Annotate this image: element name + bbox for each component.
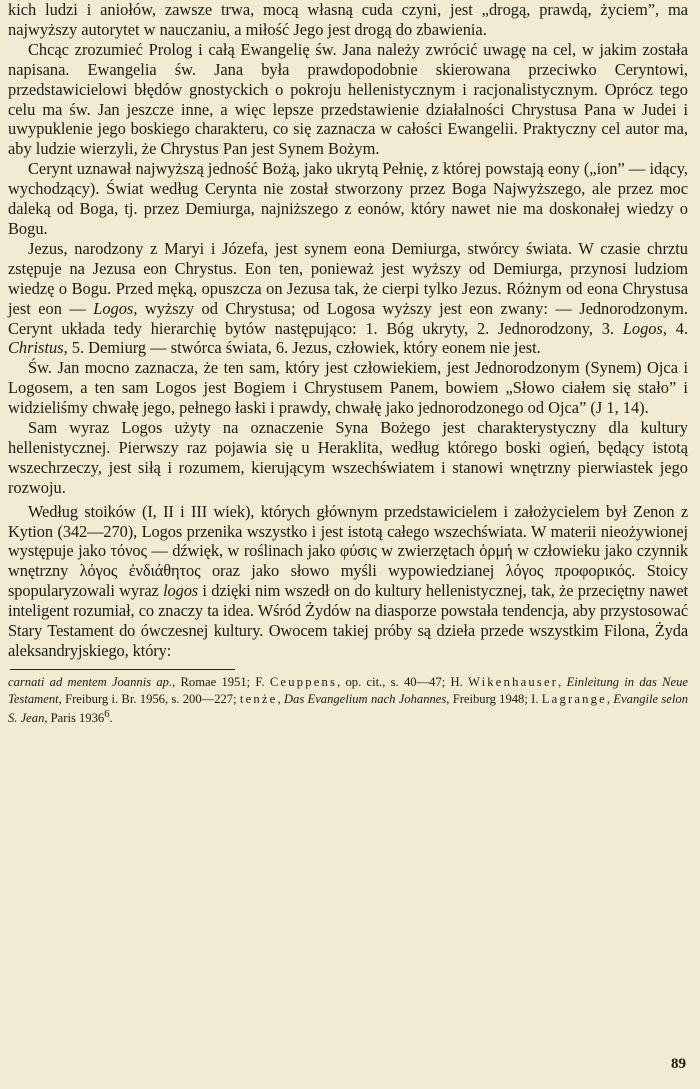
text-segment: , wyższy od Chrystusa; od Logosa wyższy jest eon zwany: — Jednorodzonym. Cerynt układa tedy hierarchię bytów następująco: 1. Bóg ukryty, 2. Jednorodzony, 3. [8, 298, 688, 338]
paragraph-continuation: kich ludzi i aniołów, zawsze trwa, mocą własną cuda czyni, jest „drogą, prawdą, życiem”, ma najwyższy autorytet w nauczaniu, a miłość Jego jest drogą do zbawienia. [8, 0, 688, 39]
text-segment: — dźwięk, w roślinach jako [146, 541, 340, 561]
footnote [8, 674, 688, 727]
greek-term-physis: φύσις [339, 541, 377, 561]
author-name: tenże [239, 691, 278, 706]
book-title: Evangile selon S. Jean [8, 691, 688, 726]
greek-term-tonos: τόνος [110, 541, 147, 561]
main-text [8, 0, 688, 661]
paragraph-cerynt-eons: Cerynt uznawał najwyższą jedność Bożą, jako ukrytą Pełnię, z której powstają eony („ion” — idący, wychodzący). Świat według Cerynta nie został stworzony przez Boga Najwyższego, ale przez moc daleką od Boga, tj. przez Demiurga, najniższego z eonów, który nawet nie ma doskonałej wiedzy o Bogu. [8, 159, 688, 238]
author-name: Wikenhauser [468, 674, 559, 689]
text-segment: . Stoicy spopularyzowali wyraz [8, 561, 688, 601]
paragraph-prolog-purpose: Chcąc zrozumieć Prolog i całą Ewangelię św. Jana należy zwrócić uwagę na cel, w jakim została napisana. Ewangelia św. Jana była prawdopodobnie skierowana przeciwko Ceryntowi, przedstawicielowi błędów gnostyckich o pokroju hellenistycznym i racjonalistycznym. Oprócz tego celu ma św. Jan jeszcze inne, a więc lepsze przedstawienie działalności Chrystusa Pana w Judei i uwypuklenie jego boskiego charakteru, co się zaznacza w całości Ewangelii. Praktyczny cel autor ma, aby ludzie wierzyli, że Chrystus Pan jest Synem Bożym. [8, 39, 688, 159]
edition-superscript: 6 [104, 709, 110, 721]
book-title: Das Evangelium nach Johannes [283, 691, 447, 706]
footnote-segment: , op. cit., s. 40—47; H. [337, 674, 469, 689]
paragraph-st-john-emphasis: Św. Jan mocno zaznacza, że ten sam, który jest człowiekiem, jest Jednorodzonym (Synem) Ojca i Logosem, a ten sam Logos jest Bogiem i Chrystusem Panem, bowiem „Słowo ciałem się stało” i widzieliśmy chwałę jego, pełnego łaski i prawdy, chwałę jako jednorodzonego od Ojca” (J 1, 14). [8, 358, 688, 418]
footnote-segment: . [109, 711, 113, 726]
text-segment: i dzięki nim wszedł on do kultury hellenistycznej, tak, że przeciętny nawet inteligent rozumiał, co znaczy ta idea. Wśród Żydów na diasporze powstała tendencja, aby przystosować Stary Testament do ówczesnej kultury. Owocem takiej próby są dzieła przede wszystkim Filona, Żyda aleksandryjskiego, który: [8, 581, 688, 660]
paragraph-stoics [8, 502, 688, 661]
book-title: Einleitung in das Neue Testament [8, 674, 688, 706]
author-name: Lagrange [541, 691, 607, 706]
greek-term-logos-endiathetos: λόγος ἐνδιάθητος [79, 561, 201, 581]
italic-term-christus: Christus [8, 338, 64, 358]
footnote-segment: , Romae 1951; F. [172, 674, 270, 689]
greek-term-horme: ὁρμή [479, 541, 513, 561]
text-segment: , 5. Demiurg — stwórca świata, 6. Jezus, człowiek, który eonem nie jest. [63, 338, 541, 358]
footnote-segment: , [558, 674, 567, 689]
text-segment: w zwierzętach [376, 541, 480, 561]
author-name: Ceuppens [269, 674, 338, 689]
footnote-segment: , Freiburg i. Br. 1956, s. 200—227; [58, 691, 240, 706]
footnote-segment: carnati ad mentem Joannis ap. [8, 674, 173, 689]
text-segment: oraz jako słowo myśli wypowiedzianej [200, 561, 506, 581]
footnote-segment: , Freiburg 1948; I. [446, 691, 542, 706]
footnote-segment: , [277, 691, 284, 706]
text-segment: Według stoików (I, II i III wiek), których głównym przedstawicielem i założycielem był Zenon z Kytion (342—270), Logos przenika wszystko i jest istotą całego wszechświata. W materii nieożywionej występuje jako [8, 501, 688, 561]
italic-term-logos: Logos [622, 318, 663, 338]
paragraph-logos-hellenistic: Sam wyraz Logos użyty na oznaczenie Syna Bożego jest charakterystyczny dla kultury hellenistycznej. Pierwszy raz pojawia się u Heraklita, według którego boski ogień, będący istotą wszechrzeczy, jest siłą i rozumem, kierującym wszechświatem i stanowi wnętrzny pierwiastek jego rozwoju. [8, 418, 688, 497]
text-segment: Jezus, narodzony z Maryi i Józefa, jest synem eona Demiurga, stwórcy świata. W czasie chrztu zstępuje na Jezusa eon Chrystus. Eon ten, ponieważ jest wyższy od Demiurga, przynosi ludziom wiedzę o Bogu. Przed męką, opuszcza on Jezusa tak, że cierpi tylko Jezus. Różnym od eona Chrystusa jest eon — [8, 238, 688, 318]
text-segment: , 4. [662, 318, 688, 338]
page-number: 89 [671, 1056, 686, 1072]
greek-term-logos-prophorikos: λόγος προφορικός [505, 561, 632, 581]
footnote-segment: , [606, 691, 614, 706]
italic-term-logos: Logos [93, 298, 134, 318]
text-segment: w człowieku jako czynnik wnętrzny [8, 541, 688, 581]
italic-term-logos: logos [163, 581, 199, 601]
paragraph-jesus-demiurg [8, 239, 688, 358]
footnote-segment: , Paris 1936 [44, 711, 105, 726]
footnote-divider [10, 669, 235, 670]
